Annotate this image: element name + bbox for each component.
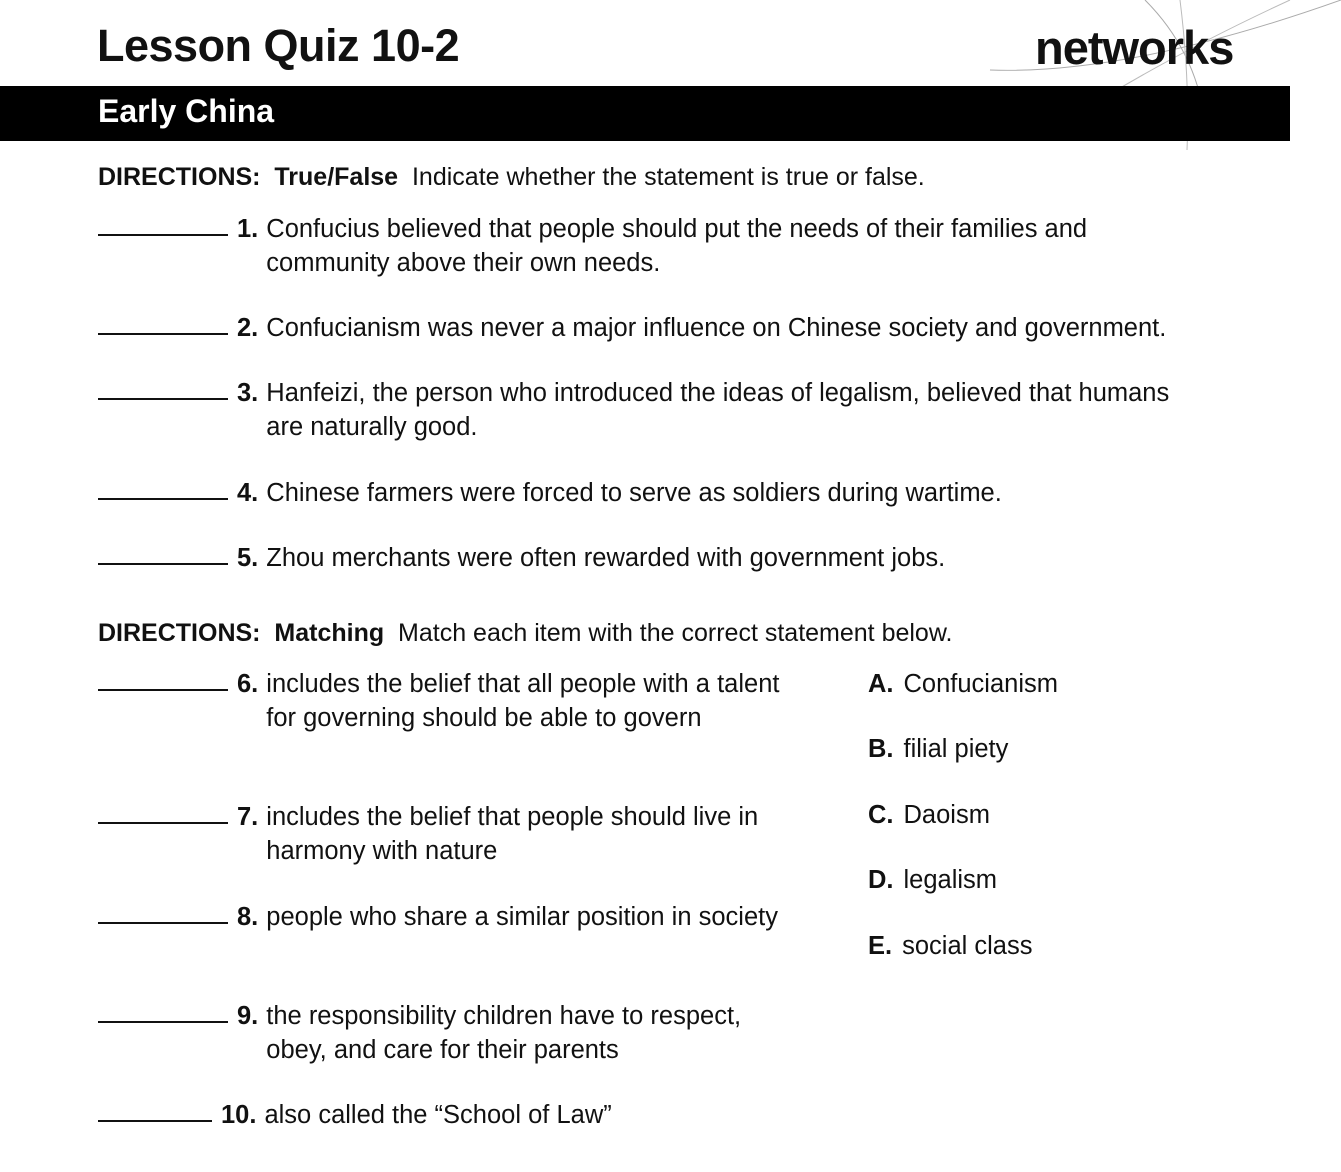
option-letter: D. xyxy=(868,866,894,894)
question-text: Confucianism was never a major influence on Chinese society and government. xyxy=(266,314,1167,342)
question-3 xyxy=(98,376,1196,444)
answer-blank[interactable] xyxy=(98,476,228,500)
question-4 xyxy=(98,476,1286,510)
question-text: includes the belief that all people with a talent for governing should be able to govern xyxy=(266,670,780,732)
answer-blank[interactable] xyxy=(98,541,228,565)
question-8 xyxy=(98,900,786,934)
option-text: legalism xyxy=(903,866,998,894)
question-number: 3. xyxy=(237,379,259,407)
question-9 xyxy=(98,999,786,1067)
answer-blank[interactable] xyxy=(98,900,228,924)
question-7 xyxy=(98,800,786,868)
question-number: 4. xyxy=(237,479,259,507)
answer-blank[interactable] xyxy=(98,311,228,335)
directions-text: Indicate whether the statement is true or false. xyxy=(411,163,925,191)
answer-blank[interactable] xyxy=(98,1098,212,1122)
answer-blank[interactable] xyxy=(98,800,228,824)
matching-directions xyxy=(98,619,952,648)
question-text: the responsibility children have to respect, obey, and care for their parents xyxy=(266,1002,742,1064)
question-10 xyxy=(98,1098,784,1132)
question-number: 2. xyxy=(237,314,259,342)
question-number: 1. xyxy=(237,215,259,243)
directions-label: DIRECTIONS: xyxy=(98,163,261,191)
question-1 xyxy=(98,212,1216,280)
option-text: Confucianism xyxy=(903,670,1058,698)
answer-blank[interactable] xyxy=(98,999,228,1023)
question-number: 10. xyxy=(221,1101,257,1129)
networks-logo: networks xyxy=(1035,21,1234,74)
option-letter: E. xyxy=(868,932,893,960)
true-false-directions xyxy=(98,163,925,192)
question-5 xyxy=(98,541,1286,575)
option-letter: B. xyxy=(868,735,894,763)
answer-blank[interactable] xyxy=(98,212,228,236)
option-letter: C. xyxy=(868,801,894,829)
option-text: Daoism xyxy=(903,801,990,829)
question-text: Chinese farmers were forced to serve as soldiers during wartime. xyxy=(266,479,1002,507)
question-2 xyxy=(98,311,1326,345)
answer-blank[interactable] xyxy=(98,667,228,691)
question-text: Hanfeizi, the person who introduced the ideas of legalism, believed that humans are naturally good. xyxy=(266,379,1170,441)
question-number: 8. xyxy=(237,903,259,931)
answer-blank[interactable] xyxy=(98,376,228,400)
option-letter: A. xyxy=(868,670,894,698)
question-text: Confucius believed that people should put the needs of their families and community above their own needs. xyxy=(266,215,1088,277)
option-text: filial piety xyxy=(903,735,1009,763)
section-type: True/False xyxy=(274,163,399,191)
question-number: 6. xyxy=(237,670,259,698)
question-text: Zhou merchants were often rewarded with government jobs. xyxy=(266,544,946,572)
option-c xyxy=(868,798,990,832)
option-d xyxy=(868,863,997,897)
question-number: 7. xyxy=(237,803,259,831)
page-title: Lesson Quiz 10-2 xyxy=(97,20,460,71)
option-b xyxy=(868,732,1008,766)
question-number: 9. xyxy=(237,1002,259,1030)
lesson-subtitle: Early China xyxy=(98,93,275,129)
question-text: people who share a similar position in society xyxy=(266,903,778,931)
question-text: also called the “School of Law” xyxy=(264,1101,612,1129)
option-e xyxy=(868,929,1032,963)
directions-label: DIRECTIONS: xyxy=(98,619,261,647)
directions-text: Match each item with the correct statement below. xyxy=(398,619,953,647)
question-text: includes the belief that people should live in harmony with nature xyxy=(266,803,759,865)
section-type: Matching xyxy=(274,619,385,647)
question-6 xyxy=(98,667,786,735)
option-a xyxy=(868,667,1058,701)
question-number: 5. xyxy=(237,544,259,572)
option-text: social class xyxy=(902,932,1033,960)
